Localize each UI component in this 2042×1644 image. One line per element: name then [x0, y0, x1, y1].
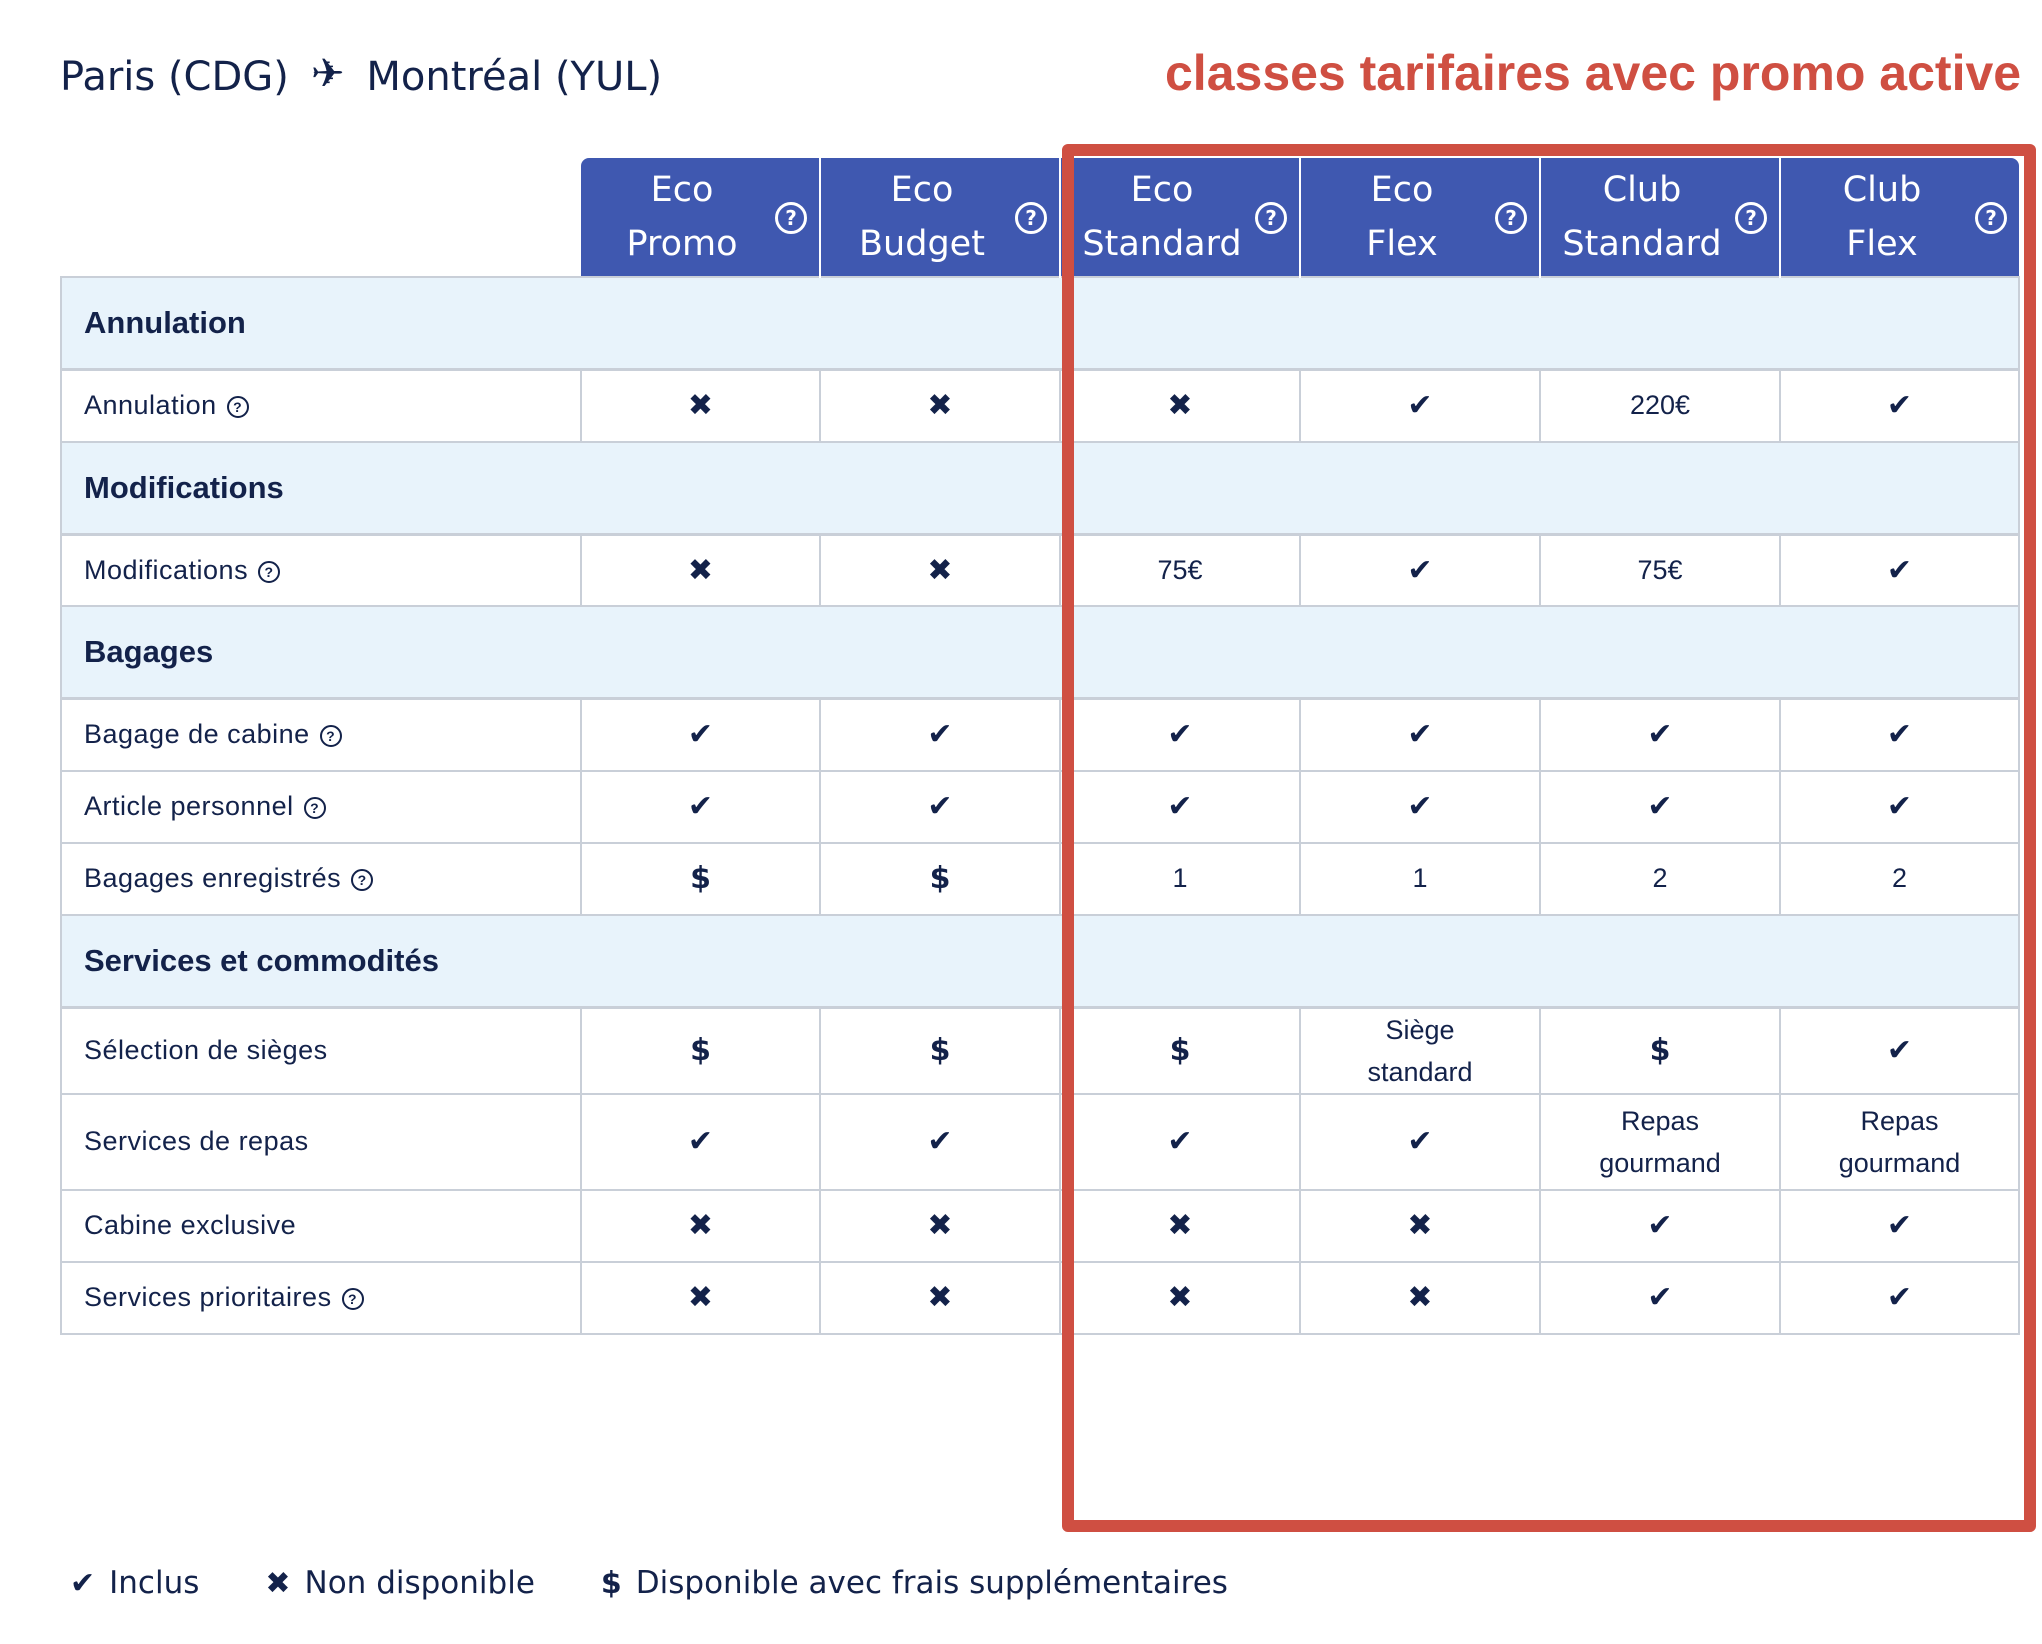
cross-icon: ✖ — [1407, 1280, 1433, 1315]
feature-label — [61, 843, 581, 915]
fare-name: Eco Standard — [1082, 170, 1242, 264]
feature-label-text: Modifications — [84, 554, 249, 585]
feature-row-services-de-repas — [61, 1094, 2019, 1190]
section-fill — [1060, 915, 2019, 1008]
value-text: 1 — [1172, 863, 1188, 893]
fare-header-eco-budget — [820, 158, 1060, 277]
check-icon: ✔ — [687, 1124, 714, 1159]
cross-icon: ✖ — [687, 1280, 714, 1315]
section-bagages — [61, 606, 2019, 699]
fare-header-eco-flex — [1300, 158, 1540, 277]
route-header — [60, 51, 663, 100]
cross-icon: ✖ — [265, 1565, 291, 1601]
dollar-icon: $ — [929, 1033, 951, 1068]
check-icon: ✔ — [1886, 1033, 1913, 1068]
fare-name: Club Standard — [1562, 170, 1722, 264]
fare-cell — [1300, 699, 1540, 771]
fare-cell — [1060, 699, 1300, 771]
fare-cell — [820, 1190, 1060, 1262]
cross-icon: ✖ — [927, 552, 953, 588]
fare-cell — [581, 1262, 820, 1334]
feature-label-text: Services de repas — [84, 1126, 309, 1156]
feature-label-text: Cabine exclusive — [84, 1210, 297, 1240]
fare-cell — [1540, 1262, 1780, 1334]
fare-cell — [1060, 843, 1300, 915]
fare-cell — [581, 843, 820, 915]
help-icon[interactable]: ? — [1735, 202, 1767, 234]
cross-icon: ✖ — [1167, 388, 1193, 424]
check-icon: ✔ — [927, 717, 953, 753]
fare-cell — [820, 699, 1060, 771]
fare-cell — [581, 1190, 820, 1262]
check-icon: ✔ — [1407, 552, 1433, 588]
check-icon: ✔ — [1407, 717, 1433, 753]
check-icon: ✔ — [1886, 1208, 1913, 1243]
legend-label: Non disponible — [304, 1565, 535, 1601]
value-text: Repas gourmand — [1838, 1105, 1961, 1178]
fare-cell — [1060, 1190, 1300, 1262]
header-corner — [61, 158, 581, 277]
fare-header-eco-standard — [1060, 158, 1300, 277]
check-icon: ✔ — [1407, 1124, 1433, 1159]
dollar-icon: $ — [600, 1565, 622, 1601]
fare-cell — [1780, 699, 2019, 771]
fare-cell — [1540, 1094, 1780, 1190]
feature-label — [61, 1262, 581, 1334]
fare-name: Club Flex — [1842, 170, 1922, 264]
feature-label — [61, 1007, 581, 1094]
section-title: Bagages — [61, 606, 1060, 699]
feature-label — [61, 534, 581, 606]
fare-cell — [1300, 1007, 1540, 1094]
promo-annotation: classes tarifaires avec promo active — [1165, 45, 2022, 101]
feature-label — [61, 370, 581, 442]
fare-comparison-table — [60, 158, 2020, 1335]
feature-label-text: Services prioritaires — [84, 1282, 332, 1312]
check-icon: ✔ — [927, 789, 953, 824]
value-text: Siège standard — [1367, 1014, 1473, 1087]
cross-icon: ✖ — [687, 1208, 714, 1243]
check-icon: ✔ — [1886, 552, 1913, 588]
feature-row-services-prioritaires — [61, 1262, 2019, 1334]
check-icon: ✔ — [70, 1565, 96, 1601]
fare-name: Eco Budget — [859, 170, 985, 264]
legend-label: Disponible avec frais supplémentaires — [635, 1565, 1228, 1601]
check-icon: ✔ — [687, 789, 714, 824]
fare-cell — [1300, 1094, 1540, 1190]
fare-cell — [820, 1262, 1060, 1334]
fare-cell — [820, 370, 1060, 442]
check-icon: ✔ — [1407, 388, 1433, 424]
fare-cell — [581, 1007, 820, 1094]
fare-cell — [1540, 771, 1780, 843]
help-icon[interactable]: ? — [304, 797, 326, 819]
section-modifications — [61, 442, 2019, 535]
feature-row-cabine-exclusive — [61, 1190, 2019, 1262]
feature-label — [61, 1094, 581, 1190]
feature-row-modifications — [61, 534, 2019, 606]
fare-cell — [1300, 1190, 1540, 1262]
check-icon: ✔ — [1167, 789, 1193, 824]
fare-cell — [1780, 1007, 2019, 1094]
dollar-icon: $ — [929, 861, 951, 896]
dollar-icon: $ — [1169, 1033, 1191, 1068]
section-services-et-commodites — [61, 915, 2019, 1008]
cross-icon: ✖ — [927, 1280, 953, 1315]
legend-item — [70, 1565, 199, 1601]
check-icon: ✔ — [1647, 717, 1673, 753]
fare-cell — [1300, 843, 1540, 915]
fare-cell — [1300, 771, 1540, 843]
fare-cell — [1540, 1007, 1780, 1094]
origin-label: Paris (CDG) — [60, 54, 289, 100]
fare-header-row — [61, 158, 2019, 277]
fare-cell — [820, 843, 1060, 915]
check-icon: ✔ — [1407, 789, 1433, 824]
help-icon[interactable]: ? — [775, 202, 807, 234]
feature-label-text: Article personnel — [84, 791, 294, 821]
help-icon[interactable]: ? — [1015, 202, 1047, 234]
help-icon[interactable]: ? — [342, 1288, 364, 1310]
feature-label — [61, 771, 581, 843]
fare-header-club-flex — [1780, 158, 2019, 277]
dollar-icon: $ — [690, 861, 711, 896]
fare-cell — [581, 1094, 820, 1190]
feature-row-bagage-de-cabine — [61, 699, 2019, 771]
fare-cell — [581, 534, 820, 606]
value-text: 220€ — [1629, 390, 1691, 421]
help-icon[interactable]: ? — [1255, 202, 1287, 234]
value-text: 75€ — [1157, 554, 1203, 585]
feature-label-text: Bagages enregistrés — [84, 863, 342, 893]
feature-label-text: Bagage de cabine — [84, 719, 310, 750]
check-icon: ✔ — [1167, 1124, 1193, 1159]
section-title: Annulation — [61, 277, 1060, 370]
fare-cell — [1060, 1007, 1300, 1094]
check-icon: ✔ — [1886, 388, 1913, 424]
check-icon: ✔ — [927, 1124, 953, 1159]
check-icon: ✔ — [1647, 789, 1673, 824]
help-icon[interactable]: ? — [258, 561, 280, 583]
value-text: 75€ — [1637, 554, 1683, 585]
fare-name: Eco Flex — [1366, 170, 1438, 264]
check-icon: ✔ — [1886, 789, 1913, 824]
legend-item — [601, 1565, 1228, 1601]
fare-cell — [1060, 534, 1300, 606]
feature-label — [61, 1190, 581, 1262]
fare-cell — [1060, 1262, 1300, 1334]
value-text: Repas gourmand — [1599, 1105, 1721, 1178]
cross-icon: ✖ — [1167, 1208, 1193, 1243]
cross-icon: ✖ — [1407, 1208, 1433, 1243]
fare-cell — [1540, 843, 1780, 915]
fare-cell — [1300, 370, 1540, 442]
fare-header-eco-promo — [581, 158, 820, 277]
fare-cell — [1780, 370, 2019, 442]
fare-cell — [820, 771, 1060, 843]
fare-cell — [1780, 1094, 2019, 1190]
plane-icon: ✈ — [310, 51, 345, 97]
cross-icon: ✖ — [927, 1208, 953, 1243]
fare-cell — [1540, 534, 1780, 606]
legend — [70, 1565, 1228, 1601]
check-icon: ✔ — [1886, 717, 1913, 753]
help-icon[interactable]: ? — [351, 869, 373, 891]
help-icon[interactable]: ? — [1975, 202, 2007, 234]
check-icon: ✔ — [687, 717, 714, 753]
feature-label-text: Annulation — [84, 390, 217, 421]
fare-cell — [1540, 370, 1780, 442]
cross-icon: ✖ — [687, 552, 714, 588]
fare-cell — [1780, 1190, 2019, 1262]
check-icon: ✔ — [1886, 1280, 1913, 1315]
fare-cell — [820, 534, 1060, 606]
fare-cell — [1300, 534, 1540, 606]
section-fill — [1060, 442, 2019, 535]
fare-cell — [1780, 843, 2019, 915]
value-text: 1 — [1412, 863, 1428, 893]
feature-row-selection-de-sieges — [61, 1007, 2019, 1094]
fare-cell — [1540, 699, 1780, 771]
section-title: Modifications — [61, 442, 1060, 535]
fare-cell — [1060, 370, 1300, 442]
fare-cell — [1060, 771, 1300, 843]
fare-cell — [1780, 534, 2019, 606]
value-text: 2 — [1891, 863, 1908, 893]
check-icon: ✔ — [1167, 717, 1193, 753]
dollar-icon: $ — [1649, 1033, 1671, 1068]
destination-label: Montréal (YUL) — [366, 54, 663, 100]
fare-cell — [1060, 1094, 1300, 1190]
fare-cell — [581, 370, 820, 442]
section-annulation — [61, 277, 2019, 370]
fare-cell — [581, 699, 820, 771]
cross-icon: ✖ — [687, 388, 714, 424]
fare-cell — [1300, 1262, 1540, 1334]
cross-icon: ✖ — [927, 388, 953, 424]
fare-cell — [820, 1094, 1060, 1190]
fare-cell — [581, 771, 820, 843]
dollar-icon: $ — [690, 1033, 711, 1068]
fare-cell — [1780, 1262, 2019, 1334]
fare-name: Eco Promo — [626, 170, 738, 264]
feature-row-article-personnel — [61, 771, 2019, 843]
feature-label-text: Sélection de sièges — [84, 1035, 328, 1065]
section-title: Services et commodités — [61, 915, 1060, 1008]
feature-label — [61, 699, 581, 771]
fare-header-club-standard — [1540, 158, 1780, 277]
check-icon: ✔ — [1647, 1208, 1673, 1243]
help-icon[interactable]: ? — [320, 725, 342, 747]
feature-row-bagages-enregistres — [61, 843, 2019, 915]
fare-cell — [1780, 771, 2019, 843]
legend-label: Inclus — [109, 1565, 200, 1601]
legend-item — [265, 1565, 535, 1601]
section-fill — [1060, 606, 2019, 699]
feature-row-annulation — [61, 370, 2019, 442]
fare-cell — [1540, 1190, 1780, 1262]
help-icon[interactable]: ? — [1495, 202, 1527, 234]
check-icon: ✔ — [1647, 1280, 1673, 1315]
section-fill — [1060, 277, 2019, 370]
value-text: 2 — [1652, 863, 1668, 893]
cross-icon: ✖ — [1167, 1280, 1193, 1315]
help-icon[interactable]: ? — [227, 396, 249, 418]
fare-cell — [820, 1007, 1060, 1094]
